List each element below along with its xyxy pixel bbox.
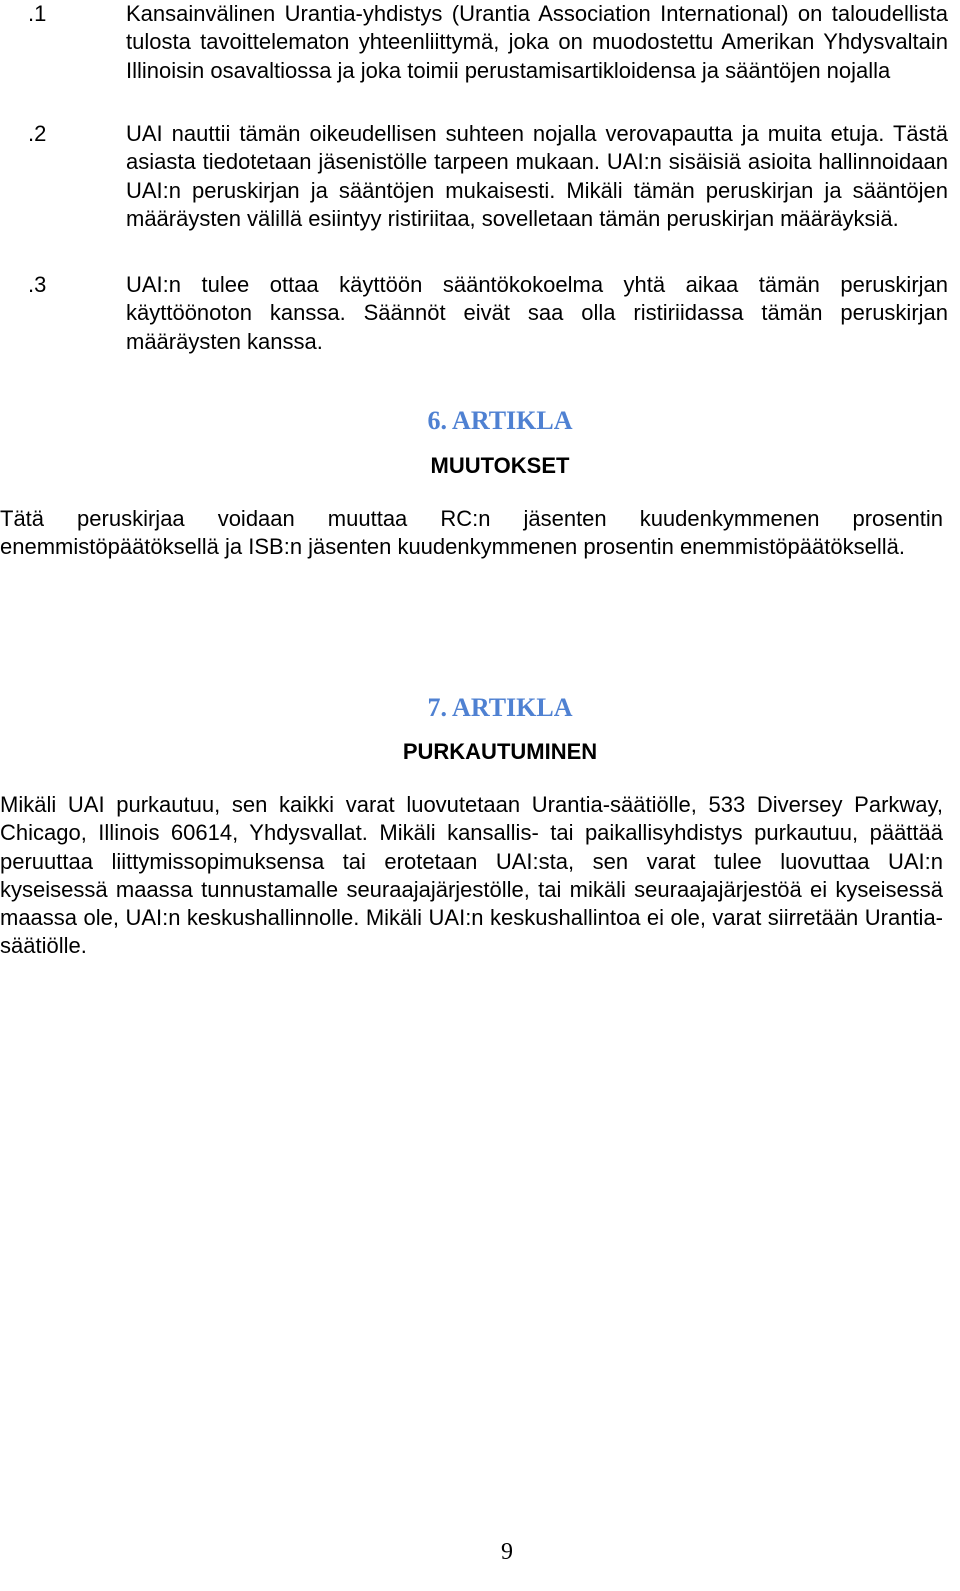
item-number: .3 [28,272,47,297]
article-7-number: 7. ARTIKLA [427,693,573,722]
article-6-title: MUUTOKSET [430,453,570,478]
article-7-title: PURKAUTUMINEN [402,739,598,764]
article-7-text: Mikäli UAI purkautuu, sen kaikki varat luovutetaan Urantia-säätiölle, 533 Diversey Parkway, Chicago, Illinois 60614, Yhdysvallat. Mikäli kansallis- tai paikallisyhdistys purkautuu, päättää peruuttaa liittymissopimuksensa tai erotetaan UAI:sta, sen varat tulee luovuttaa UAI:n kyseisessä maassa tunnustamalle seuraajajärjestölle, tai mikäli seuraajajärjestöä ei kyseisessä maassa ole, UAI:n keskushallinnolle. Mikäli UAI:n keskushallintoa ei ole, varat siirretään Urantia-säätiölle. [0,792,943,959]
item-text: UAI nauttii tämän oikeudellisen suhteen nojalla verovapautta ja muita etuja. Tästä asiasta tiedotetaan jäsenistölle tarpeen mukaan. UAI:n sisäisiä asioita hallinnoidaan UAI:n peruskirjan ja sääntöjen mukaisesti. Mikäli tämän peruskirjan ja sääntöjen määräysten välillä esiintyy ristiriitaa, sovelletaan tämän peruskirjan määräyksiä. [126,121,948,231]
page-number: 9 [501,1539,513,1565]
item-text: Kansainvälinen Urantia-yhdistys (Urantia Association International) on taloudellista tulosta tavoittelematon yhteenliittymä, joka on muodostettu Amerikan Yhdysvaltain Illinoisin osavaltiossa ja joka toimii perustamisartikloidensa ja sääntöjen nojalla [126,1,948,83]
item-text: UAI:n tulee ottaa käyttöön sääntökokoelma yhtä aikaa tämän peruskirjan käyttöönoton kanssa. Säännöt eivät saa olla ristiriidassa tämän peruskirjan määräysten kanssa. [126,272,948,354]
article-6-number: 6. ARTIKLA [427,406,573,435]
article-6-text: Tätä peruskirjaa voidaan muuttaa RC:n jäsenten kuudenkymmenen prosentin enemmistöpäätöksellä ja ISB:n jäsenten kuudenkymmenen prosentin enemmistöpäätöksellä. [0,506,943,560]
item-number: .2 [28,121,47,146]
item-number: .1 [28,1,47,26]
